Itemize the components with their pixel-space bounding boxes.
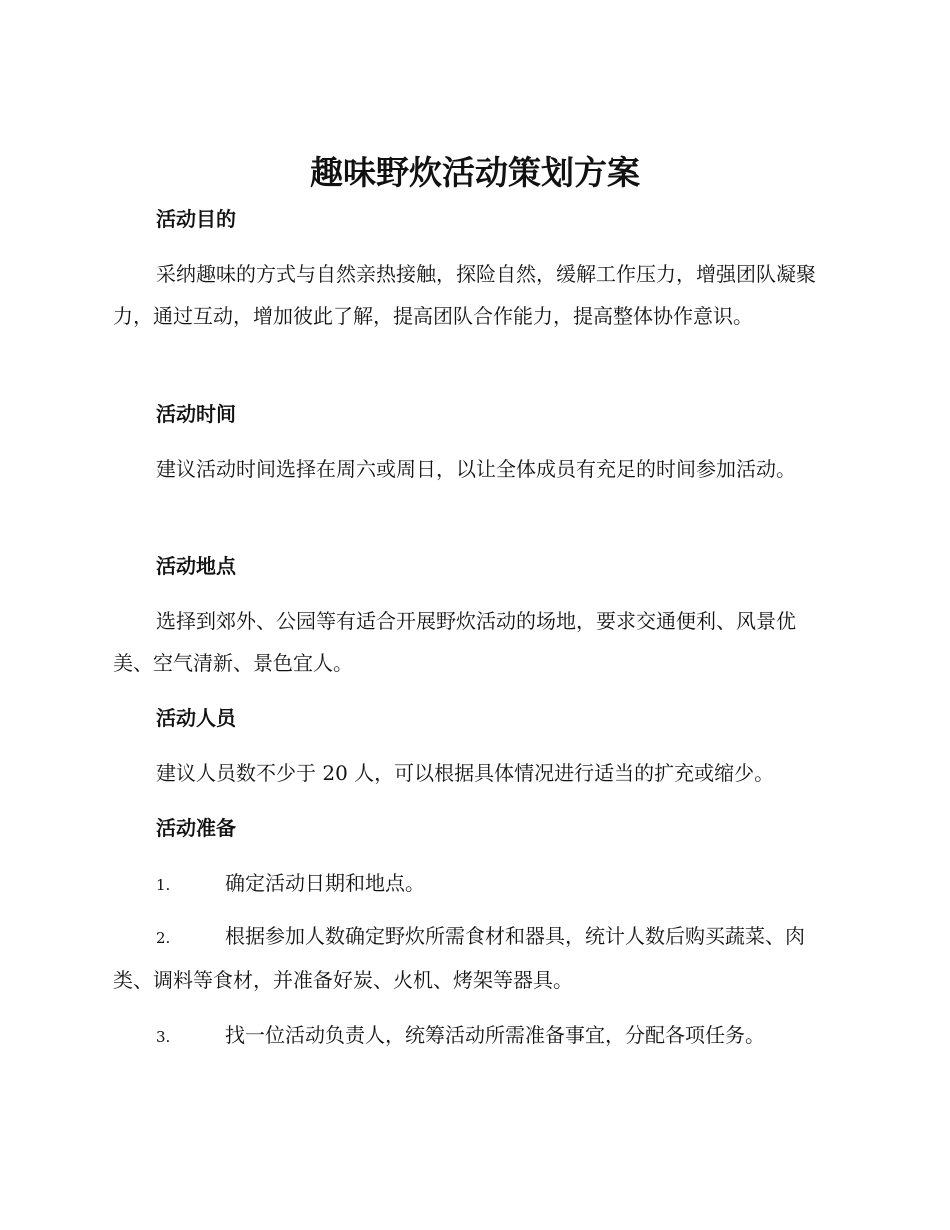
list-item-number: 3. — [156, 1028, 171, 1046]
document-title: 趣味野炊活动策划方案 — [310, 153, 640, 192]
section-heading-purpose: 活动目的 — [156, 207, 236, 231]
section-body-purpose: 采纳趣味的方式与自然亲热接触，探险自然，缓解工作压力，增强团队凝聚力，通过互动，增加彼此了解，提高团队合作能力，提高整体协作意识。 — [113, 262, 816, 328]
list-item — [113, 1014, 833, 1058]
section-body-participants: 建议人员数不少于 20 人，可以根据具体情况进行适当的扩充或缩少。 — [156, 761, 775, 785]
section-heading-participants: 活动人员 — [156, 706, 236, 730]
section-heading-time: 活动时间 — [156, 402, 236, 426]
list-item-text: 确定活动日期和地点。 — [225, 871, 425, 895]
list-item-text: 根据参加人数确定野炊所需食材和器具，统计人数后购买蔬菜、肉类、调料等食材，并准备好炭、火机、烤架等器具。 — [113, 924, 805, 992]
section-body-time: 建议活动时间选择在周六或周日，以让全体成员有充足的时间参加活动。 — [156, 457, 796, 481]
list-item-number: 2. — [156, 929, 171, 947]
list-item-number: 1. — [156, 876, 171, 894]
list-item — [113, 862, 833, 906]
list-item — [113, 915, 833, 1001]
section-heading-location: 活动地点 — [156, 554, 236, 578]
section-body-location: 选择到郊外、公园等有适合开展野炊活动的场地，要求交通便利、风景优美、空气清新、景色宜人。 — [113, 609, 796, 675]
list-item-text: 找一位活动负责人，统筹活动所需准备事宜，分配各项任务。 — [225, 1023, 765, 1047]
section-heading-preparation: 活动准备 — [156, 816, 236, 840]
